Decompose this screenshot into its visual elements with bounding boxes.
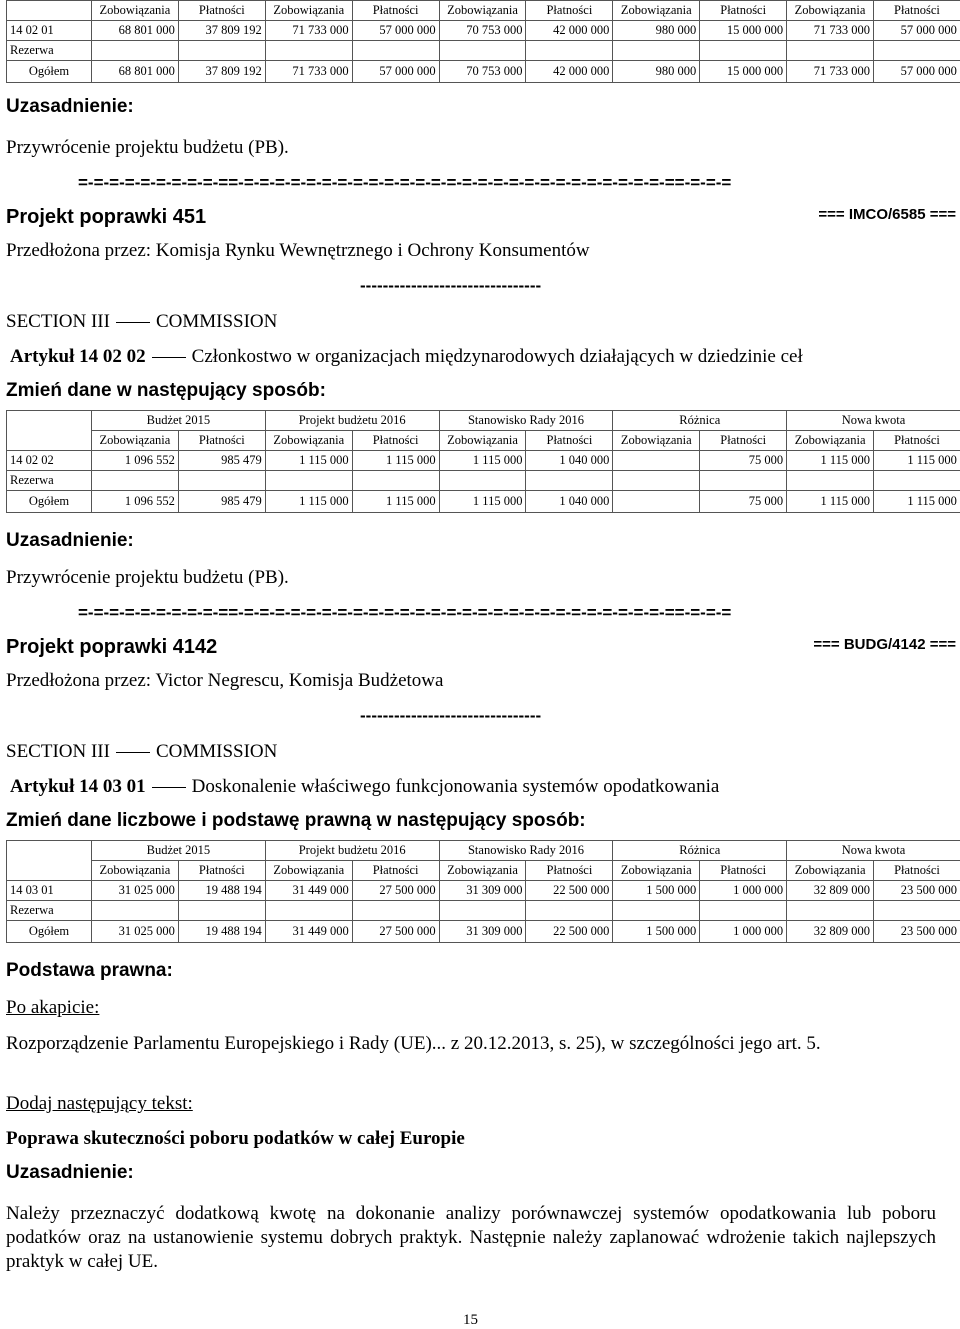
group-header: Różnica: [613, 841, 787, 861]
header-cell: Płatności: [700, 1, 787, 21]
table-header-row: [7, 1, 960, 21]
table-cell: 1 040 000: [526, 451, 613, 471]
group-header: Stanowisko Rady 2016: [439, 841, 613, 861]
table-header-row: [7, 861, 960, 881]
row-label: 14 03 01: [7, 881, 92, 901]
table-group-row: [7, 411, 960, 431]
table-cell: 27 500 000: [352, 881, 439, 901]
table-cell: 71 733 000: [787, 21, 874, 41]
header-cell: Zobowiązania: [439, 1, 526, 21]
table-cell: 1 115 000: [352, 491, 439, 513]
table-cell: 70 753 000: [439, 61, 526, 83]
table-cell: 71 733 000: [787, 61, 874, 83]
justification-text: Należy przeznaczyć dodatkową kwotę na dokonanie analizy porównawczej systemów opodatkowania lub poboru podatków oraz na ustanowienie systemu dobrych praktyk. Następnie należy zaplanować wdrożenie takich najlepszych praktyk w całej UE.: [6, 1203, 936, 1272]
table-cell: 31 449 000: [265, 921, 352, 943]
amendment-code: === BUDG/4142 ===: [813, 636, 956, 653]
row-label: Ogółem: [7, 61, 92, 83]
table-cell: 1 000 000: [700, 881, 787, 901]
table-cell: 75 000: [700, 491, 787, 513]
header-cell: Zobowiązania: [265, 1, 352, 21]
table-cell: 31 025 000: [92, 921, 179, 943]
table-cell: 1 096 552: [92, 451, 179, 471]
header-cell: Zobowiązania: [92, 861, 179, 881]
justification-heading: Uzasadnienie:: [6, 96, 134, 117]
table-cell: 57 000 000: [874, 61, 960, 83]
table-cell: 31 025 000: [92, 881, 179, 901]
table-cell: 75 000: [700, 451, 787, 471]
header-cell: Zobowiązania: [439, 861, 526, 881]
row-label: Rezerwa: [7, 471, 92, 491]
table-header-row: [7, 431, 960, 451]
table-cell: 32 809 000: [787, 921, 874, 943]
table-row: [7, 471, 960, 491]
table-cell: 1 115 000: [265, 491, 352, 513]
row-label: Ogółem: [7, 491, 92, 513]
after-paragraph-label: Po akapicie:: [6, 997, 100, 1018]
article-line: Artykuł 14 03 01 Doskonalenie właściwego funkcjonowania systemów opodatkowania: [10, 776, 720, 797]
amendment-separator: =-=-=-=-=-=-=-=-=-==-=-=-=-=-=-=-=-=-=-=-=-=-=-=-=-=-=-=-=-=-=-=-=-=-=-=-=-==-=-=-=: [78, 603, 732, 622]
header-cell: Płatności: [700, 861, 787, 881]
dash-separator: --------------------------------: [360, 706, 542, 725]
row-label: 14 02 01: [7, 21, 92, 41]
header-cell: Zobowiązania: [613, 1, 700, 21]
row-label: Rezerwa: [7, 41, 92, 61]
table-cell: [613, 491, 700, 513]
budget-table-continued: [6, 0, 960, 83]
table-cell: 1 115 000: [265, 451, 352, 471]
section-line: SECTION III COMMISSION: [6, 741, 278, 762]
table-cell: 57 000 000: [352, 21, 439, 41]
table-row: [7, 41, 960, 61]
table-cell: 1 115 000: [787, 451, 874, 471]
header-cell: Płatności: [874, 431, 960, 451]
header-cell: Płatności: [352, 861, 439, 881]
header-cell: Zobowiązania: [439, 431, 526, 451]
section-line: SECTION III COMMISSION: [6, 311, 278, 332]
header-cell: Płatności: [874, 861, 960, 881]
amendment-separator: =-=-=-=-=-=-=-=-=-==-=-=-=-=-=-=-=-=-=-=-=-=-=-=-=-=-=-=-=-=-=-=-=-=-=-=-=-==-=-=-=: [78, 173, 732, 192]
table-cell: 31 309 000: [439, 921, 526, 943]
submitted-by: Przedłożona przez: Komisja Rynku Wewnętrznego i Ochrony Konsumentów: [6, 240, 590, 261]
header-cell: Płatności: [352, 431, 439, 451]
header-cell: Płatności: [526, 431, 613, 451]
table-cell: 1 115 000: [874, 491, 960, 513]
table-cell: 1 000 000: [700, 921, 787, 943]
table-cell: 980 000: [613, 61, 700, 83]
header-cell: Zobowiązania: [92, 431, 179, 451]
table-cell: 1 115 000: [874, 451, 960, 471]
table-cell: 31 449 000: [265, 881, 352, 901]
group-header: Nowa kwota: [787, 411, 960, 431]
row-label: Ogółem: [7, 921, 92, 943]
group-header: Różnica: [613, 411, 787, 431]
change-instruction: Zmień dane w następujący sposób:: [6, 380, 326, 401]
header-cell: Płatności: [700, 431, 787, 451]
legal-basis-heading: Podstawa prawna:: [6, 960, 173, 981]
header-cell: Płatności: [526, 1, 613, 21]
regulation-text: Rozporządzenie Parlamentu Europejskiego i Rady (UE)... z 20.12.2013, s. 25), w szczególności jego art. 5.: [6, 1033, 821, 1054]
table-row: [7, 21, 960, 41]
justification-text: Przywrócenie projektu budżetu (PB).: [6, 137, 289, 158]
table-cell: 1 115 000: [352, 451, 439, 471]
header-cell: Płatności: [178, 1, 265, 21]
budget-table-451: [6, 410, 960, 513]
header-cell: Zobowiązania: [787, 431, 874, 451]
table-row: [7, 901, 960, 921]
table-cell: 27 500 000: [352, 921, 439, 943]
table-cell: 1 500 000: [613, 881, 700, 901]
table-group-row: [7, 841, 960, 861]
header-cell: Zobowiązania: [613, 861, 700, 881]
header-cell: Płatności: [178, 431, 265, 451]
change-instruction: Zmień dane liczbowe i podstawę prawną w następujący sposób:: [6, 810, 586, 831]
budget-table-4142: [6, 840, 960, 943]
table-cell: 37 809 192: [178, 61, 265, 83]
header-cell: Zobowiązania: [265, 861, 352, 881]
table-row: [7, 451, 960, 471]
table-cell: 71 733 000: [265, 21, 352, 41]
header-cell: Płatności: [178, 861, 265, 881]
table-cell: 980 000: [613, 21, 700, 41]
table-cell: 1 500 000: [613, 921, 700, 943]
table-row-total: [7, 61, 960, 83]
header-cell: Zobowiązania: [787, 1, 874, 21]
table-cell: 22 500 000: [526, 921, 613, 943]
header-cell: Płatności: [874, 1, 960, 21]
table-cell: 15 000 000: [700, 61, 787, 83]
table-cell: 23 500 000: [874, 881, 960, 901]
group-header: Projekt budżetu 2016: [265, 841, 439, 861]
table-cell: 57 000 000: [874, 21, 960, 41]
table-cell: [613, 451, 700, 471]
table-cell: 68 801 000: [92, 61, 179, 83]
table-cell: 22 500 000: [526, 881, 613, 901]
table-cell: 32 809 000: [787, 881, 874, 901]
table-cell: 985 479: [178, 491, 265, 513]
dash-separator: --------------------------------: [360, 276, 542, 295]
table-cell: 68 801 000: [92, 21, 179, 41]
table-cell: 19 488 194: [178, 921, 265, 943]
row-label: 14 02 02: [7, 451, 92, 471]
group-header: Stanowisko Rady 2016: [439, 411, 613, 431]
amendment-code: === IMCO/6585 ===: [818, 206, 956, 223]
table-row-total: [7, 491, 960, 513]
group-header: Nowa kwota: [787, 841, 960, 861]
table-cell: 57 000 000: [352, 61, 439, 83]
table-cell: 70 753 000: [439, 21, 526, 41]
table-cell: 19 488 194: [178, 881, 265, 901]
article-line: Artykuł 14 02 02 Członkostwo w organizacjach międzynarodowych działających w dziedzinie ceł: [10, 346, 803, 367]
table-cell: 1 115 000: [439, 451, 526, 471]
table-cell: 37 809 192: [178, 21, 265, 41]
table-cell: 31 309 000: [439, 881, 526, 901]
table-cell: 985 479: [178, 451, 265, 471]
table-cell: 1 115 000: [787, 491, 874, 513]
submitted-by: Przedłożona przez: Victor Negrescu, Komisja Budżetowa: [6, 670, 444, 691]
amendment-title: Projekt poprawki 451: [6, 206, 207, 228]
table-cell: 42 000 000: [526, 21, 613, 41]
table-row-total: [7, 921, 960, 943]
header-cell: Zobowiązania: [92, 1, 179, 21]
table-cell: 23 500 000: [874, 921, 960, 943]
page-number: 15: [463, 1312, 478, 1328]
add-text-label: Dodaj następujący tekst:: [6, 1093, 193, 1114]
row-label: Rezerwa: [7, 901, 92, 921]
justification-text: Przywrócenie projektu budżetu (PB).: [6, 567, 289, 588]
table-cell: 71 733 000: [265, 61, 352, 83]
header-cell: Zobowiązania: [787, 861, 874, 881]
table-cell: 1 096 552: [92, 491, 179, 513]
header-cell: Zobowiązania: [265, 431, 352, 451]
added-text: Poprawa skuteczności poboru podatków w całej Europie: [6, 1128, 465, 1149]
table-cell: 15 000 000: [700, 21, 787, 41]
amendment-title: Projekt poprawki 4142: [6, 636, 218, 658]
table-cell: 1 040 000: [526, 491, 613, 513]
header-cell: Zobowiązania: [613, 431, 700, 451]
justification-heading: Uzasadnienie:: [6, 1162, 134, 1183]
group-header: Budżet 2015: [92, 841, 266, 861]
table-cell: 42 000 000: [526, 61, 613, 83]
group-header: Budżet 2015: [92, 411, 266, 431]
header-cell: Płatności: [352, 1, 439, 21]
group-header: Projekt budżetu 2016: [265, 411, 439, 431]
table-cell: 1 115 000: [439, 491, 526, 513]
justification-heading: Uzasadnienie:: [6, 530, 134, 551]
header-cell: Płatności: [526, 861, 613, 881]
table-row: [7, 881, 960, 901]
